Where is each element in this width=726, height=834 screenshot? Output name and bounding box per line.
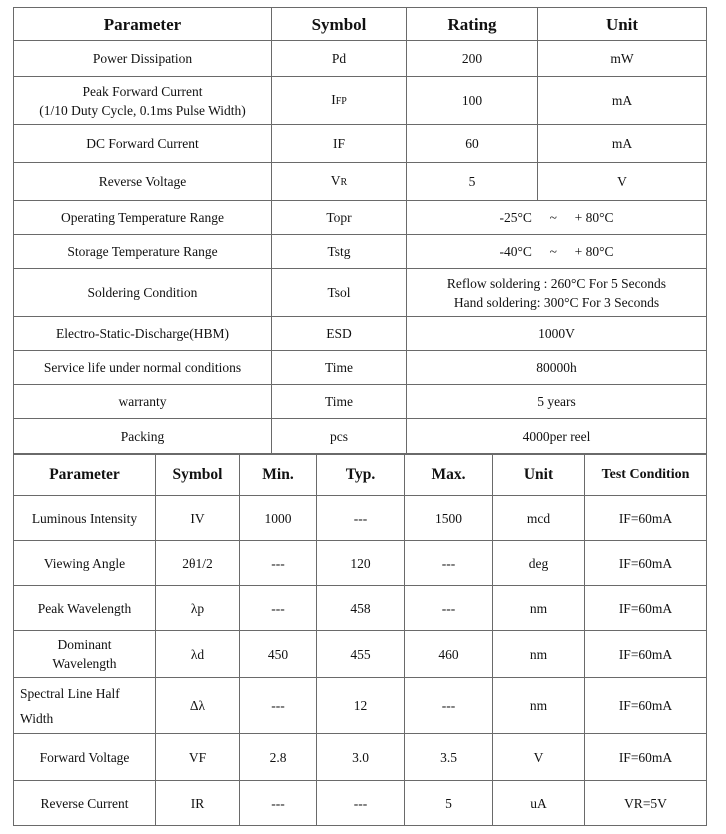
max-cell: 1500	[405, 496, 493, 541]
range-separator: ~	[549, 210, 557, 225]
table-row	[14, 41, 707, 77]
symbol-main: I	[331, 92, 336, 107]
parameter-cell: Soldering Condition	[14, 269, 272, 317]
range-min: -25°C	[499, 210, 532, 225]
parameter-line-2: (1/10 Duty Cycle, 0.1ms Pulse Width)	[39, 102, 246, 118]
parameter-cell: DC Forward Current	[14, 125, 272, 163]
range-cell	[407, 235, 707, 269]
symbol-cell: Tsol	[272, 269, 407, 317]
symbol-cell	[272, 163, 407, 201]
min-cell: ---	[240, 541, 317, 586]
unit-cell: mW	[538, 41, 707, 77]
parameter-cell	[14, 631, 156, 678]
symbol-cell: IV	[156, 496, 240, 541]
value-cell: 5 years	[407, 385, 707, 419]
condition-cell: IF=60mA	[585, 678, 707, 734]
max-cell: 5	[405, 781, 493, 826]
table-row	[14, 734, 707, 781]
unit-cell: nm	[493, 586, 585, 631]
condition-cell: IF=60mA	[585, 631, 707, 678]
min-cell: 2.8	[240, 734, 317, 781]
symbol-cell: pcs	[272, 419, 407, 455]
unit-cell: uA	[493, 781, 585, 826]
max-cell: ---	[405, 541, 493, 586]
table-header-row	[14, 454, 707, 496]
unit-cell: mcd	[493, 496, 585, 541]
parameter-line-1: Dominant	[57, 637, 112, 652]
table-row	[14, 496, 707, 541]
symbol-cell: Pd	[272, 41, 407, 77]
rating-cell: 60	[407, 125, 538, 163]
parameter-cell: Electro-Static-Discharge(HBM)	[14, 317, 272, 351]
absolute-ratings-table	[13, 7, 707, 455]
table-row	[14, 125, 707, 163]
typ-cell: ---	[317, 781, 405, 826]
parameter-cell: warranty	[14, 385, 272, 419]
header-typ: Typ.	[317, 454, 405, 496]
symbol-subscript: R	[340, 177, 348, 188]
max-cell: 460	[405, 631, 493, 678]
header-unit: Unit	[538, 8, 707, 41]
min-cell: ---	[240, 586, 317, 631]
table-row	[14, 541, 707, 586]
symbol-cell	[272, 77, 407, 125]
symbol-cell: Δλ	[156, 678, 240, 734]
rating-cell: 5	[407, 163, 538, 201]
max-cell: ---	[405, 678, 493, 734]
rating-cell: 100	[407, 77, 538, 125]
typ-cell: 455	[317, 631, 405, 678]
value-cell: 80000h	[407, 351, 707, 385]
range-separator: ~	[549, 244, 557, 259]
soldering-line-1: Reflow soldering : 260°C For 5 Seconds	[446, 275, 667, 291]
header-rating: Rating	[407, 8, 538, 41]
symbol-cell: λd	[156, 631, 240, 678]
unit-cell: V	[493, 734, 585, 781]
table-row	[14, 317, 707, 351]
min-cell: ---	[240, 781, 317, 826]
min-cell: 450	[240, 631, 317, 678]
parameter-cell	[14, 678, 156, 734]
unit-cell: deg	[493, 541, 585, 586]
unit-cell: nm	[493, 631, 585, 678]
table-row	[14, 419, 707, 455]
parameter-cell: Luminous Intensity	[14, 496, 156, 541]
symbol-cell: ESD	[272, 317, 407, 351]
table-row	[14, 678, 707, 734]
range-max: + 80°C	[574, 244, 614, 259]
table-row	[14, 77, 707, 125]
unit-cell: V	[538, 163, 707, 201]
soldering-line-2: Hand soldering: 300°C For 3 Seconds	[453, 294, 660, 310]
typ-cell: 3.0	[317, 734, 405, 781]
condition-cell: IF=60mA	[585, 496, 707, 541]
table-row	[14, 781, 707, 826]
parameter-line-2: Width	[20, 710, 54, 726]
header-parameter: Parameter	[14, 454, 156, 496]
min-cell: ---	[240, 678, 317, 734]
symbol-main: V	[330, 173, 341, 188]
parameter-cell: Power Dissipation	[14, 41, 272, 77]
parameter-cell: Forward Voltage	[14, 734, 156, 781]
symbol-cell: 2θ1/2	[156, 541, 240, 586]
table-row	[14, 269, 707, 317]
parameter-cell: Peak Wavelength	[14, 586, 156, 631]
symbol-cell: Time	[272, 385, 407, 419]
parameter-cell: Reverse Voltage	[14, 163, 272, 201]
value-cell: 1000V	[407, 317, 707, 351]
header-min: Min.	[240, 454, 317, 496]
table-row	[14, 586, 707, 631]
typ-cell: 120	[317, 541, 405, 586]
symbol-cell: IF	[272, 125, 407, 163]
unit-cell: nm	[493, 678, 585, 734]
symbol-cell: VF	[156, 734, 240, 781]
parameter-cell: Service life under normal conditions	[14, 351, 272, 385]
header-symbol: Symbol	[272, 8, 407, 41]
range-max: + 80°C	[574, 210, 614, 225]
table-row	[14, 201, 707, 235]
parameter-line-1: Spectral Line Half	[20, 685, 120, 701]
rating-cell: 200	[407, 41, 538, 77]
unit-cell: mA	[538, 125, 707, 163]
symbol-cell: Topr	[272, 201, 407, 235]
symbol-cell: Time	[272, 351, 407, 385]
condition-cell: IF=60mA	[585, 541, 707, 586]
typ-cell: ---	[317, 496, 405, 541]
typ-cell: 12	[317, 678, 405, 734]
header-symbol: Symbol	[156, 454, 240, 496]
header-parameter: Parameter	[14, 8, 272, 41]
value-cell: 4000per reel	[407, 419, 707, 455]
soldering-cell	[407, 269, 707, 317]
parameter-cell: Reverse Current	[14, 781, 156, 826]
parameter-cell: Operating Temperature Range	[14, 201, 272, 235]
symbol-cell: IR	[156, 781, 240, 826]
table-row	[14, 385, 707, 419]
parameter-line-2: Wavelength	[52, 656, 117, 671]
min-cell: 1000	[240, 496, 317, 541]
table-row	[14, 163, 707, 201]
condition-cell: IF=60mA	[585, 734, 707, 781]
header-max: Max.	[405, 454, 493, 496]
table-row	[14, 351, 707, 385]
parameter-cell: Storage Temperature Range	[14, 235, 272, 269]
table-row	[14, 631, 707, 678]
parameter-line-1: Peak Forward Current	[82, 83, 203, 99]
symbol-subscript: FP	[335, 96, 347, 107]
parameter-cell: Viewing Angle	[14, 541, 156, 586]
electrical-optical-characteristics-table	[13, 453, 707, 826]
max-cell: ---	[405, 586, 493, 631]
condition-cell: VR=5V	[585, 781, 707, 826]
table-header-row	[14, 8, 707, 41]
parameter-cell: Packing	[14, 419, 272, 455]
range-cell	[407, 201, 707, 235]
header-unit: Unit	[493, 454, 585, 496]
parameter-cell	[14, 77, 272, 125]
symbol-cell: Tstg	[272, 235, 407, 269]
table-row	[14, 235, 707, 269]
typ-cell: 458	[317, 586, 405, 631]
max-cell: 3.5	[405, 734, 493, 781]
range-min: -40°C	[499, 244, 532, 259]
unit-cell: mA	[538, 77, 707, 125]
header-test-condition: Test Condition	[585, 454, 707, 496]
symbol-cell: λp	[156, 586, 240, 631]
condition-cell: IF=60mA	[585, 586, 707, 631]
